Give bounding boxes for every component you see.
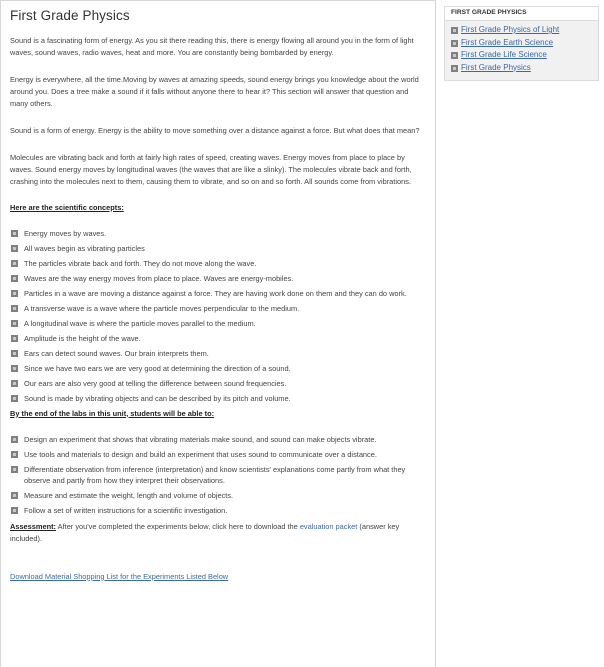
- square-bullet-icon: [11, 507, 18, 514]
- list-item: The particles vibrate back and forth. They do not move along the wave.: [10, 258, 426, 270]
- page-title: First Grade Physics: [10, 8, 130, 23]
- download-shopping-list-link[interactable]: Download Material Shopping List for the Experiments Listed Below: [10, 571, 229, 581]
- assessment-label: Assessment:: [10, 521, 57, 531]
- square-bullet-icon: [451, 65, 458, 72]
- list-item: All waves begin as vibrating particles: [10, 243, 426, 255]
- square-bullet-icon: [11, 451, 18, 458]
- square-bullet-icon: [11, 466, 18, 473]
- square-bullet-icon: [11, 230, 18, 237]
- list-item: Ears can detect sound waves. Our brain interprets them.: [10, 348, 426, 360]
- list-item: Waves are the way energy moves from place to place. Waves are energy-mobiles.: [10, 273, 426, 285]
- square-bullet-icon: [11, 245, 18, 252]
- sidebar-link[interactable]: First Grade Earth Science: [461, 37, 554, 47]
- objectives-heading: By the end of the labs in this unit, students will be able to:: [10, 408, 215, 418]
- assessment-paragraph: Assessment: After you've completed the experiments below, click here to download the evaluation packet (answer key included).: [10, 521, 400, 543]
- sidebar: [444, 6, 599, 81]
- square-bullet-icon: [11, 350, 18, 357]
- square-bullet-icon: [451, 52, 458, 59]
- square-bullet-icon: [11, 395, 18, 402]
- evaluation-packet-link[interactable]: evaluation packet: [299, 521, 358, 531]
- concepts-list: [10, 228, 426, 405]
- square-bullet-icon: [451, 27, 458, 34]
- intro-paragraph-3: Sound is a form of energy. Energy is the ability to move something over a distance against a force. But what does that mean?: [10, 126, 420, 135]
- list-item: Our ears are also very good at telling the difference between sound frequencies.: [10, 378, 426, 390]
- intro-paragraph-2: Energy is everywhere, all the time.Moving by waves at amazing speeds, sound energy brings you knowledge about the world around you. Does a tree make a sound if it falls without anyone there to hear it? This section will answer that question and many others.: [10, 75, 419, 108]
- list-item: Sound is made by vibrating objects and can be described by its pitch and volume.: [10, 393, 426, 405]
- sidebar-item-physics: [451, 62, 598, 75]
- sidebar-link[interactable]: First Grade Physics: [461, 62, 531, 72]
- square-bullet-icon: [11, 320, 18, 327]
- square-bullet-icon: [11, 275, 18, 282]
- intro-paragraph-4: Molecules are vibrating back and forth at fairly high rates of speed, creating waves. Energy moves from place to place by waves. Sound energy moves by longitudinal waves (the waves that are like a slinky). The molecules vibrate back and forth, crashing into the molecules next to them, causing them to vibrate, and so on and so forth. All sounds come from vibrations.: [10, 153, 412, 186]
- square-bullet-icon: [11, 380, 18, 387]
- square-bullet-icon: [11, 335, 18, 342]
- list-item: Amplitude is the height of the wave.: [10, 333, 426, 345]
- sidebar-item-earth-science: [451, 37, 598, 50]
- list-item: A transverse wave is a wave where the particle moves perpendicular to the medium.: [10, 303, 426, 315]
- intro-paragraph-1: Sound is a fascinating form of energy. As you sit there reading this, there is energy flowing all around you in the form of light waves, sound waves, radio waves, heat and more. You are constantly being bombarded by energy.: [10, 36, 414, 57]
- sidebar-link[interactable]: First Grade Physics of Light: [461, 25, 560, 34]
- list-item: Design an experiment that shows that vibrating materials make sound, and sound can make objects vibrate.: [10, 434, 426, 446]
- list-item: Particles in a wave are moving a distance against a force. They are having work done on them and they can do work.: [10, 288, 426, 300]
- square-bullet-icon: [11, 365, 18, 372]
- sidebar-link[interactable]: First Grade Life Science: [461, 50, 547, 59]
- square-bullet-icon: [11, 305, 18, 312]
- list-item: Energy moves by waves.: [10, 228, 426, 240]
- square-bullet-icon: [451, 40, 458, 47]
- list-item: Follow a set of written instructions for a scientific investigation.: [10, 505, 426, 517]
- objectives-list: [10, 434, 426, 517]
- list-item: Use tools and materials to design and build an experiment that uses sound to communicate over a distance.: [10, 449, 426, 461]
- list-item: Since we have two ears we are very good at determining the direction of a sound.: [10, 363, 426, 375]
- sidebar-item-physics-of-light: [451, 24, 598, 37]
- square-bullet-icon: [11, 260, 18, 267]
- list-item: Differentiate observation from inference (interpretation) and know scientists' explanations come partly from what they observe and partly from how they interpret their observations.: [10, 464, 426, 487]
- square-bullet-icon: [11, 436, 18, 443]
- sidebar-heading: FIRST GRADE PHYSICS: [445, 7, 598, 21]
- square-bullet-icon: [11, 290, 18, 297]
- list-item: Measure and estimate the weight, length and volume of objects.: [10, 490, 426, 502]
- concepts-heading: Here are the scientific concepts:: [10, 203, 124, 212]
- sidebar-links: [445, 24, 598, 74]
- sidebar-item-life-science: [451, 49, 598, 62]
- list-item: A longitudinal wave is where the particle moves parallel to the medium.: [10, 318, 426, 330]
- square-bullet-icon: [11, 492, 18, 499]
